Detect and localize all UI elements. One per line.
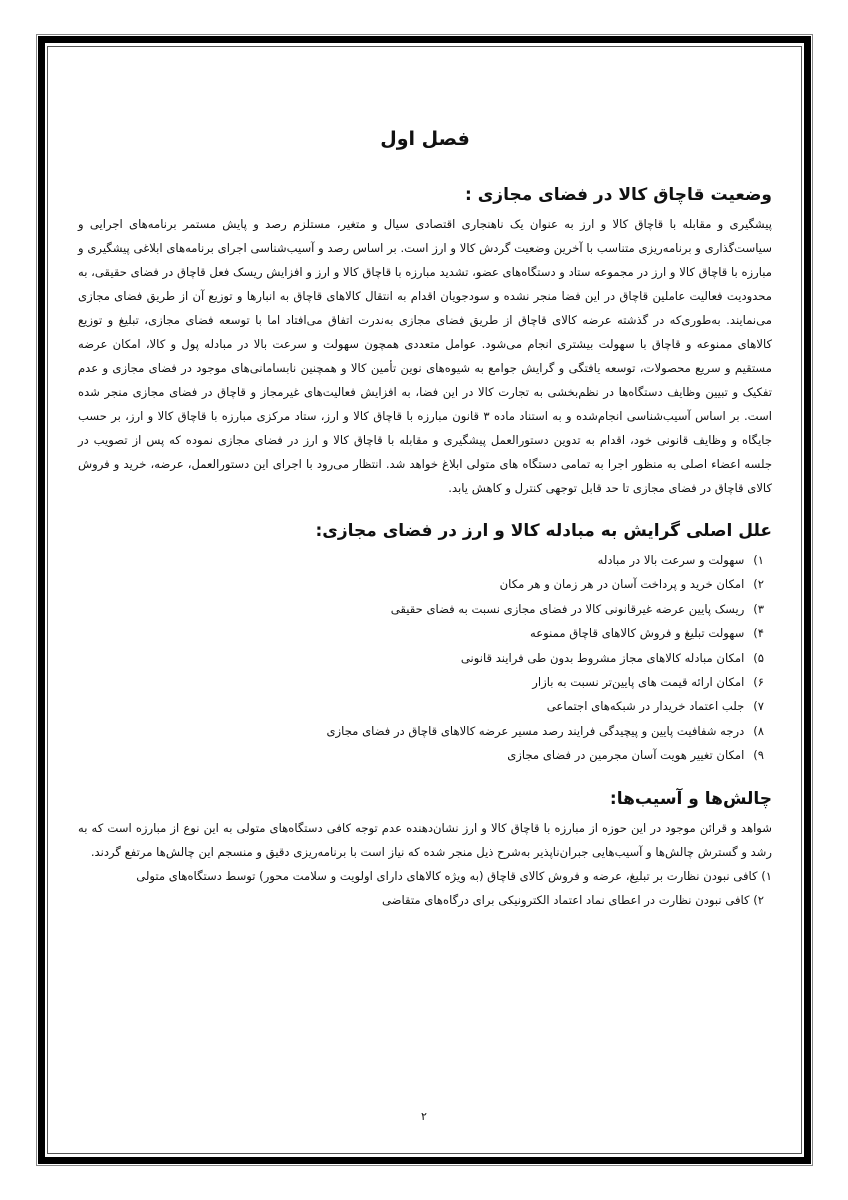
chapter-title: فصل اول	[380, 128, 470, 150]
challenges-list	[78, 864, 772, 913]
list-item	[78, 694, 764, 718]
list-item	[78, 646, 764, 670]
list-number: ۶)	[753, 675, 764, 690]
list-text: جلب اعتماد خریدار در شبکه‌های اجتماعی	[546, 699, 745, 714]
list-text: سهولت تبلیغ و فروش کالاهای قاچاق ممنوعه	[530, 626, 745, 641]
list-number: ۷)	[753, 699, 764, 714]
section-paragraph: پیشگیری و مقابله با قاچاق کالا و ارز به عنوان یک ناهنجاری اقتصادی سیال و متغیر، مستلزم رصد و پایش مستمر برنامه‌های اجرایی و سیاست‌گذاری و برنامه‌ریزی متناسب با آخرین وضعیت گردش کالا و ارز است. بر اساس رصد و آسیب‌شناسی اجرای برنامه‌های ابلاغی پیشگیری و مبارزه با قاچاق کالا و ارز در مجموعه ستاد و دستگاه‌های عضو، تشدید مبارزه با قاچاق کالا و ارز و افزایش ریسک فعل قاچاق در فضای حقیقی، به محدودیت فعالیت عاملین قاچاق در این فضا منجر نشده و سودجویان اقدام به انتقال کالاهای قاچاق به انبارها و توزیع آن از طریق فضای مجازی می‌نمایند. به‌طوری‌که در گذشته عرضه کالای قاچاق از طریق فضای مجازی به‌ندرت اتفاق می‌افتاد اما با توسعه فضای مجازی، تبلیغ و توزیع کالاهای ممنوعه و قاچاق با سهولت بیشتری انجام می‌شود. عوامل متعددی همچون سهولت و سرعت بالا در مبادله پول و کالا، امکان عرضه مستقیم و سریع محصولات، توسعه یافتگی و گرایش جوامع به شیوه‌های نوین تأمین کالا و همچنین نابسامانی‌های موجود در فضای مجازی و عدم تفکیک و تبیین وظایف دستگاه‌ها در نظم‌بخشی به تجارت کالا در این فضا، به افزایش فعالیت‌های غیرمجاز و قاچاق در فضای مجازی منجر شده است. بر اساس آسیب‌شناسی انجام‌شده و به استناد ماده ۳ قانون مبارزه با قاچاق کالا و ارز، ستاد مرکزی مبارزه با قاچاق کالا و ارز، بر حسب جایگاه و وظایف قانونی خود، اقدام به تدوین دستورالعمل پیشگیری و مقابله با قاچاق کالا و ارز در فضای مجازی نموده که پس از تصویب در جلسه اعضاء اصلی به منظور اجرا به تمامی دستگاه های متولی ابلاغ خواهد شد. انتظار می‌رود با اجرای این دستورالعمل، عرضه، خرید و فروش کالای قاچاق در فضای مجازی تا حد قابل توجهی کنترل و کاهش یابد.	[78, 217, 772, 495]
causes-list	[78, 548, 772, 768]
section-causes	[78, 518, 772, 768]
list-text: امکان خرید و پرداخت آسان در هر زمان و هر مکان	[499, 577, 745, 592]
list-item	[78, 621, 764, 645]
list-text: کافی نبودن نظارت بر تبلیغ، عرضه و فروش کالای قاچاق (به ویژه کالاهای دارای اولویت و سلامت محور) توسط دستگاه‌های متولی	[136, 868, 758, 883]
page-content	[78, 120, 772, 912]
list-item	[78, 670, 764, 694]
list-text: کافی نبودن نظارت در اعطای نماد اعتماد الکترونیکی برای درگاه‌های متقاضی	[382, 893, 750, 908]
section-challenges	[78, 786, 772, 913]
list-item	[78, 597, 764, 621]
list-number: ۱)	[753, 553, 764, 567]
list-number: ۸)	[753, 723, 764, 738]
list-number: ۲)	[753, 577, 764, 592]
list-text: درجه شفافیت پایین و پیچیدگی فرایند رصد مسیر عرضه کالاهای قاچاق در فضای مجازی	[326, 723, 745, 738]
section-status	[78, 182, 772, 500]
list-item	[78, 743, 764, 767]
list-number: ۳)	[753, 601, 764, 616]
section-heading: وضعیت قاچاق کالا در فضای مجازی :	[465, 185, 772, 205]
list-number: ۲)	[753, 893, 764, 908]
page-number: ۲	[421, 1110, 427, 1123]
section-heading: علل اصلی گرایش به مبادله کالا و ارز در فضای مجازی:	[315, 521, 772, 541]
list-text: امکان تغییر هویت آسان مجرمین در فضای مجازی	[507, 748, 745, 763]
list-text: امکان مبادله کالاهای مجاز مشروط بدون طی فرایند قانونی	[460, 650, 745, 665]
section-heading: چالش‌ها و آسیب‌ها:	[609, 788, 772, 809]
list-item	[78, 888, 772, 912]
list-item	[78, 548, 764, 572]
list-number: ۵)	[753, 650, 764, 665]
list-number: ۱)	[761, 868, 772, 883]
list-item	[78, 864, 772, 888]
list-text: امکان ارائه قیمت های پایین‌تر نسبت به بازار	[532, 675, 745, 690]
list-number: ۹)	[753, 748, 764, 763]
list-text: سهولت و سرعت بالا در مبادله	[597, 553, 745, 567]
list-number: ۴)	[753, 626, 764, 641]
list-item	[78, 719, 764, 743]
list-item	[78, 572, 764, 596]
list-text: ریسک پایین عرضه غیرقانونی کالا در فضای مجازی نسبت به فضای حقیقی	[390, 601, 745, 616]
section-paragraph: شواهد و قرائن موجود در این حوزه از مبارزه با قاچاق کالا و ارز نشان‌دهنده عدم توجه کافی دستگاه‌های متولی به این نوع از مبارزه است که به رشد و گسترش چالش‌ها و آسیب‌هایی جبران‌ناپذیر به‌شرح ذیل منجر شده که نیاز است با برنامه‌ریزی دقیق و منسجم این چالش‌ها مرتفع گردند.	[78, 820, 772, 859]
